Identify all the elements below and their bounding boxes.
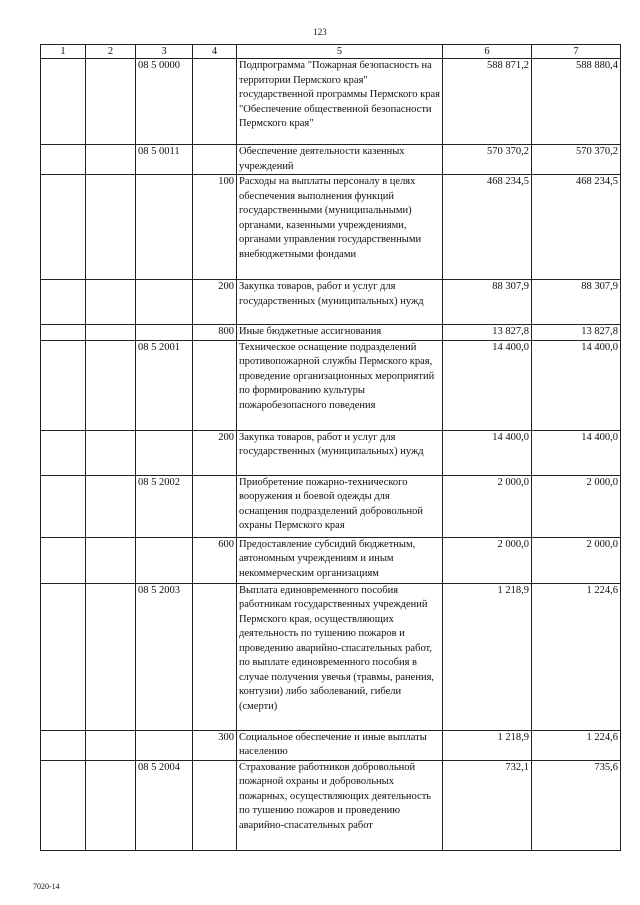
expense-type-code: 600 [193, 537, 237, 583]
column-header: 1 [41, 45, 86, 59]
cell-col1 [41, 583, 86, 730]
expense-type-code: 200 [193, 280, 237, 325]
cell-col2 [86, 760, 136, 850]
amount-col7: 1 224,6 [532, 583, 621, 730]
cell-col1 [41, 340, 86, 430]
cell-col2 [86, 430, 136, 475]
target-article-code [136, 730, 193, 760]
expense-type-code [193, 340, 237, 430]
table-row [41, 59, 621, 145]
target-article-code [136, 537, 193, 583]
table-row [41, 340, 621, 430]
expense-type-code [193, 145, 237, 175]
amount-col7: 735,6 [532, 760, 621, 850]
item-name: Приобретение пожарно-технического вооружения и боевой одежды для оснащения подразделений добровольной охраны Пермского края [237, 475, 443, 537]
target-article-code: 08 5 2002 [136, 475, 193, 537]
table-row [41, 280, 621, 325]
cell-col2 [86, 325, 136, 341]
column-header: 4 [193, 45, 237, 59]
table-row [41, 537, 621, 583]
item-name: Закупка товаров, работ и услуг для государственных (муниципальных) нужд [237, 430, 443, 475]
cell-col1 [41, 145, 86, 175]
amount-col7: 2 000,0 [532, 537, 621, 583]
amount-col7: 14 400,0 [532, 340, 621, 430]
amount-col6: 570 370,2 [443, 145, 532, 175]
item-name: Расходы на выплаты персоналу в целях обеспечения выполнения функций государственными (муниципальными) органами, казенными учреждениями, органами управления государственными внебюджетными фондами [237, 175, 443, 280]
amount-col7: 588 880,4 [532, 59, 621, 145]
column-header: 7 [532, 45, 621, 59]
amount-col6: 2 000,0 [443, 475, 532, 537]
amount-col6: 88 307,9 [443, 280, 532, 325]
item-name: Страхование работников добровольной пожарной охраны и добровольных пожарных, осуществляющих деятельность по тушению пожаров и проведению аварийно-спасательных работ [237, 760, 443, 850]
item-name: Иные бюджетные ассигнования [237, 325, 443, 341]
column-header: 6 [443, 45, 532, 59]
column-header: 3 [136, 45, 193, 59]
amount-col6: 2 000,0 [443, 537, 532, 583]
amount-col6: 13 827,8 [443, 325, 532, 341]
target-article-code [136, 325, 193, 341]
target-article-code [136, 280, 193, 325]
table-row [41, 730, 621, 760]
expense-type-code: 200 [193, 430, 237, 475]
cell-col2 [86, 475, 136, 537]
target-article-code: 08 5 2001 [136, 340, 193, 430]
cell-col1 [41, 760, 86, 850]
expense-type-code [193, 583, 237, 730]
cell-col1 [41, 475, 86, 537]
table-row [41, 145, 621, 175]
cell-col2 [86, 145, 136, 175]
cell-col1 [41, 730, 86, 760]
table-row [41, 175, 621, 280]
amount-col6: 1 218,9 [443, 730, 532, 760]
page-number: 123 [313, 27, 327, 37]
column-number-header-row [41, 45, 621, 59]
amount-col6: 14 400,0 [443, 340, 532, 430]
amount-col7: 13 827,8 [532, 325, 621, 341]
cell-col2 [86, 730, 136, 760]
expense-type-code: 800 [193, 325, 237, 341]
target-article-code [136, 175, 193, 280]
target-article-code: 08 5 0011 [136, 145, 193, 175]
item-name: Закупка товаров, работ и услуг для государственных (муниципальных) нужд [237, 280, 443, 325]
target-article-code: 08 5 2003 [136, 583, 193, 730]
target-article-code [136, 430, 193, 475]
cell-col1 [41, 430, 86, 475]
target-article-code: 08 5 0000 [136, 59, 193, 145]
amount-col6: 588 871,2 [443, 59, 532, 145]
item-name: Техническое оснащение подразделений противопожарной службы Пермского края, проведение организационных мероприятий по формированию культуры пожаробезопасного поведения [237, 340, 443, 430]
cell-col2 [86, 280, 136, 325]
cell-col1 [41, 280, 86, 325]
amount-col6: 732,1 [443, 760, 532, 850]
amount-col7: 14 400,0 [532, 430, 621, 475]
item-name: Социальное обеспечение и иные выплаты населению [237, 730, 443, 760]
cell-col2 [86, 340, 136, 430]
cell-col1 [41, 59, 86, 145]
table-row [41, 760, 621, 850]
target-article-code: 08 5 2004 [136, 760, 193, 850]
expense-type-code [193, 59, 237, 145]
cell-col2 [86, 59, 136, 145]
cell-col1 [41, 537, 86, 583]
item-name: Подпрограмма "Пожарная безопасность на территории Пермского края" государственной программы Пермского края "Обеспечение общественной безопасности Пермского края" [237, 59, 443, 145]
amount-col7: 570 370,2 [532, 145, 621, 175]
cell-col1 [41, 325, 86, 341]
cell-col2 [86, 537, 136, 583]
amount-col6: 14 400,0 [443, 430, 532, 475]
expense-type-code: 100 [193, 175, 237, 280]
footer-document-code: 7020-14 [33, 882, 60, 891]
column-header: 2 [86, 45, 136, 59]
amount-col7: 2 000,0 [532, 475, 621, 537]
column-header: 5 [237, 45, 443, 59]
budget-table [40, 44, 621, 851]
cell-col1 [41, 175, 86, 280]
table-row [41, 325, 621, 341]
cell-col2 [86, 583, 136, 730]
item-name: Предоставление субсидий бюджетным, автономным учреждениям и иным некоммерческим организациям [237, 537, 443, 583]
table-row [41, 430, 621, 475]
amount-col7: 1 224,6 [532, 730, 621, 760]
amount-col7: 468 234,5 [532, 175, 621, 280]
expense-type-code [193, 475, 237, 537]
table-row [41, 583, 621, 730]
item-name: Выплата единовременного пособия работникам государственных учреждений Пермского края, осуществляющих деятельность по тушению пожаров и проведению аварийно-спасательных работ, по выплате единовременного пособия в случае получения увечья (травмы, ранения, контузии) либо заболеваний, гибели (смерти) [237, 583, 443, 730]
cell-col2 [86, 175, 136, 280]
amount-col6: 468 234,5 [443, 175, 532, 280]
expense-type-code [193, 760, 237, 850]
item-name: Обеспечение деятельности казенных учреждений [237, 145, 443, 175]
expense-type-code: 300 [193, 730, 237, 760]
table-row [41, 475, 621, 537]
amount-col6: 1 218,9 [443, 583, 532, 730]
amount-col7: 88 307,9 [532, 280, 621, 325]
